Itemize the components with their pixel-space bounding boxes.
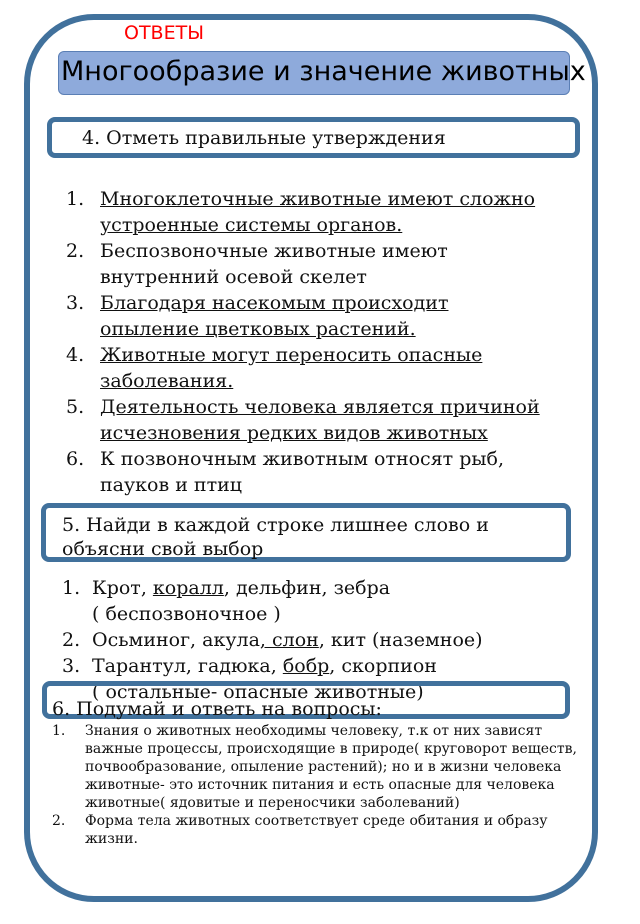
- item-text: Крот,: [92, 577, 153, 599]
- odd-word: бобр: [282, 655, 330, 677]
- item-text: , кит (наземное): [318, 629, 483, 651]
- task4-heading: 4. Отметь правильные утверждения: [82, 127, 446, 149]
- item-text: , скорпион: [329, 655, 437, 677]
- item-text: Форма тела животных соответствует среде обитания и образу жизни.: [85, 813, 548, 847]
- item-text: Деятельность человека является причиной исчезновения редких видов животных: [100, 396, 540, 444]
- item-note: ( беспозвоночное ): [92, 603, 281, 625]
- item-text: , дельфин, зебра: [223, 577, 391, 599]
- list-item: [66, 446, 546, 498]
- item-text: Многоклеточные животные имеют сложно устроенные системы органов.: [100, 188, 536, 236]
- list-item: [66, 290, 546, 342]
- task5-heading: 5. Найди в каждой строке лишнее слово и объясни свой выбор: [62, 514, 489, 560]
- item-number: 2.: [66, 240, 85, 262]
- item-text: Беспозвоночные животные имеют внутренний осевой скелет: [100, 240, 448, 288]
- item-note: ( остальные- опасные животные): [92, 681, 424, 703]
- task4-list: [66, 186, 546, 498]
- list-item: [66, 238, 546, 290]
- answers-label: ОТВЕТЫ: [124, 22, 204, 44]
- page-title: Многообразие и значение животных: [61, 56, 586, 87]
- item-number: 3.: [66, 292, 85, 314]
- item-text: Знания о животных необходимы человеку, т.к от них зависят важные процессы, происходящие в природе( круговорот веществ, почвообразование, опыление растений); но и в жизни человека животные- это источник питания и есть опасные для человека животные( ядовитые и переносчики заболеваний): [85, 723, 577, 811]
- list-item: [66, 186, 546, 238]
- list-item: [66, 394, 546, 446]
- task6-list: [52, 722, 577, 848]
- odd-word: , слон: [259, 629, 319, 651]
- list-item: [52, 722, 577, 812]
- item-number: 1.: [52, 723, 66, 739]
- odd-word: коралл: [152, 577, 224, 599]
- item-number: 2.: [62, 629, 81, 651]
- item-number: 5.: [66, 396, 85, 418]
- list-item: [52, 812, 577, 848]
- item-text: Благодаря насекомым происходит опыление цветковых растений.: [100, 292, 449, 340]
- item-text: Животные могут переносить опасные заболевания.: [100, 344, 483, 392]
- item-number: 2.: [52, 813, 66, 829]
- item-number: 1.: [62, 577, 81, 599]
- item-number: 6.: [66, 448, 85, 470]
- item-number: 1.: [66, 188, 85, 210]
- item-text: К позвоночным животным относят рыб, пауков и птиц: [100, 448, 505, 496]
- task6-heading: 6. Подумай и ответь на вопросы:: [52, 698, 382, 720]
- item-number: 3.: [62, 655, 81, 677]
- item-number: 4.: [66, 344, 85, 366]
- item-text: Тарантул, гадюка,: [92, 655, 283, 677]
- list-item: [62, 575, 552, 627]
- item-text: Осьминог, акула: [92, 629, 260, 651]
- list-item: [62, 627, 552, 653]
- list-item: [66, 342, 546, 394]
